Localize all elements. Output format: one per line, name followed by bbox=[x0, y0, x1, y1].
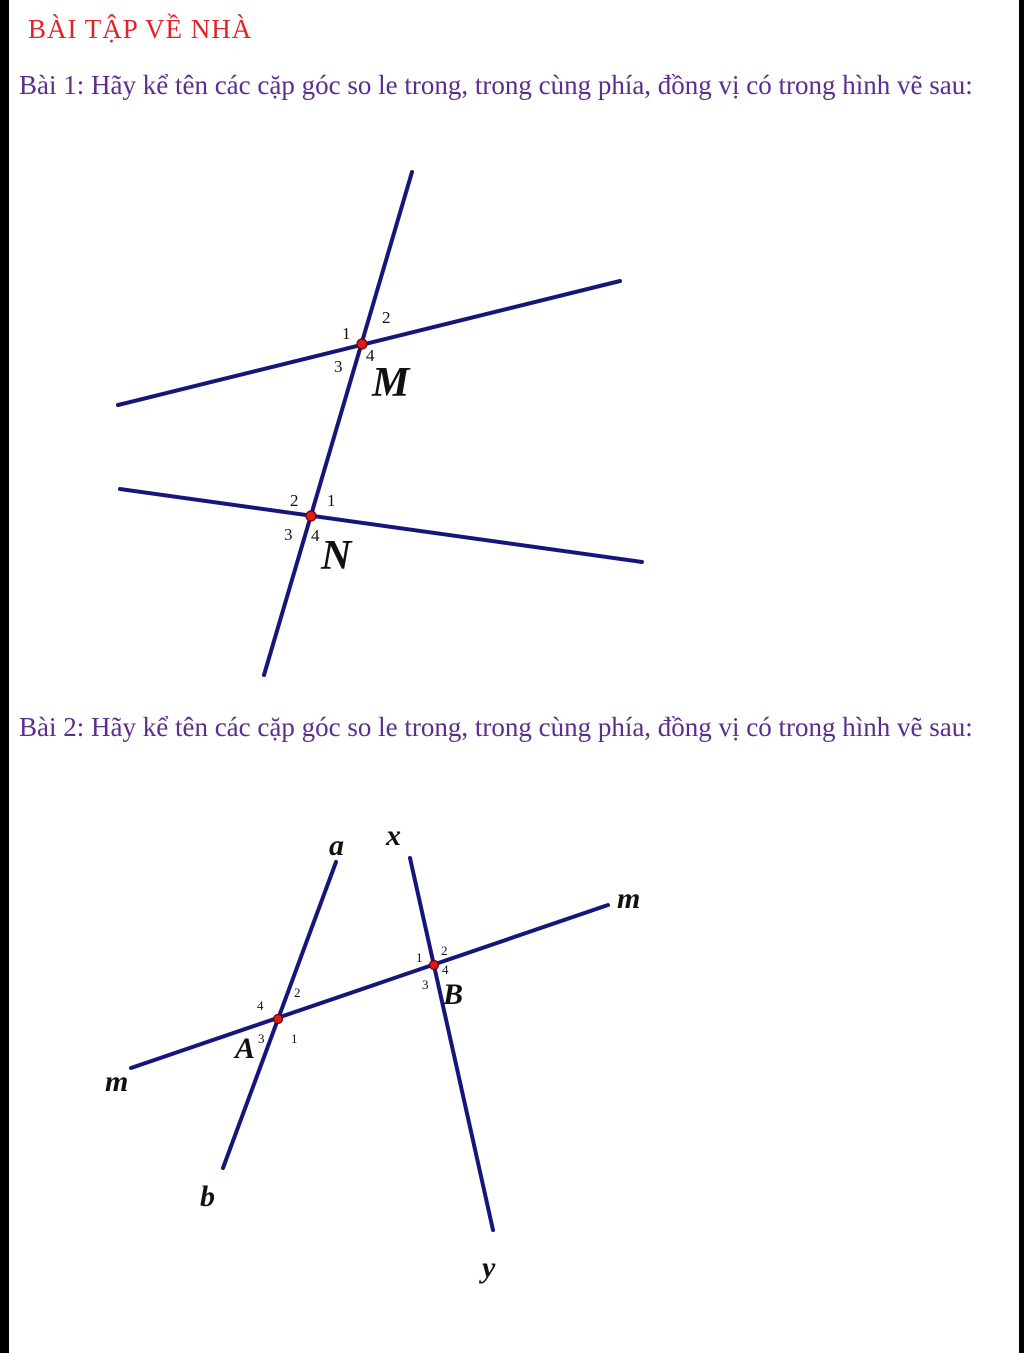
page-title: BÀI TẬP VỀ NHÀ bbox=[28, 14, 253, 44]
point-n-dot bbox=[306, 511, 316, 521]
angle-b3-label: 3 bbox=[422, 977, 429, 992]
point-a-label: A bbox=[235, 1032, 256, 1065]
angle-n1-label: 1 bbox=[327, 491, 336, 510]
line-mm bbox=[131, 905, 608, 1068]
transversal-line bbox=[264, 172, 412, 675]
angle-a3-label: 3 bbox=[258, 1031, 265, 1046]
angle-b2-label: 2 bbox=[441, 943, 448, 958]
point-b-label: B bbox=[443, 978, 464, 1011]
angle-n2-label: 2 bbox=[290, 491, 299, 510]
line-x-label: x bbox=[386, 819, 401, 852]
line-a-label: a bbox=[329, 829, 344, 862]
figure-2 bbox=[105, 819, 640, 1284]
point-b-dot bbox=[430, 961, 439, 970]
point-n-label: N bbox=[321, 533, 352, 579]
exercise-1-prompt: Bài 1: Hãy kể tên các cặp góc so le trong, trong cùng phía, đồng vị có trong hình vẽ sau: bbox=[19, 70, 973, 100]
angle-b4-label: 4 bbox=[442, 962, 449, 977]
angle-n4-label: 4 bbox=[311, 526, 320, 545]
line-b-label: b bbox=[200, 1180, 215, 1213]
angle-n3-label: 3 bbox=[284, 525, 293, 544]
line-m-right-label: m bbox=[617, 882, 641, 915]
figure-1 bbox=[118, 172, 642, 675]
line-y-label: y bbox=[482, 1251, 496, 1284]
line-xy bbox=[410, 858, 493, 1230]
exercise-2-prompt: Bài 2: Hãy kể tên các cặp góc so le trong, trong cùng phía, đồng vị có trong hình vẽ sau: bbox=[19, 712, 973, 742]
angle-a2-label: 2 bbox=[294, 985, 301, 1000]
angle-m1-label: 1 bbox=[342, 324, 351, 343]
angle-a1-label: 1 bbox=[291, 1031, 298, 1046]
angle-b1-label: 1 bbox=[416, 950, 423, 965]
line-m-left-label: m bbox=[105, 1065, 129, 1098]
point-m-label: M bbox=[372, 360, 410, 406]
angle-m2-label: 2 bbox=[382, 308, 391, 327]
angle-m4-label: 4 bbox=[366, 346, 375, 365]
line-through-m bbox=[118, 281, 620, 405]
angle-a4-label: 4 bbox=[257, 998, 264, 1013]
line-through-n bbox=[120, 489, 642, 562]
point-a-dot bbox=[274, 1015, 283, 1024]
angle-m3-label: 3 bbox=[334, 357, 343, 376]
